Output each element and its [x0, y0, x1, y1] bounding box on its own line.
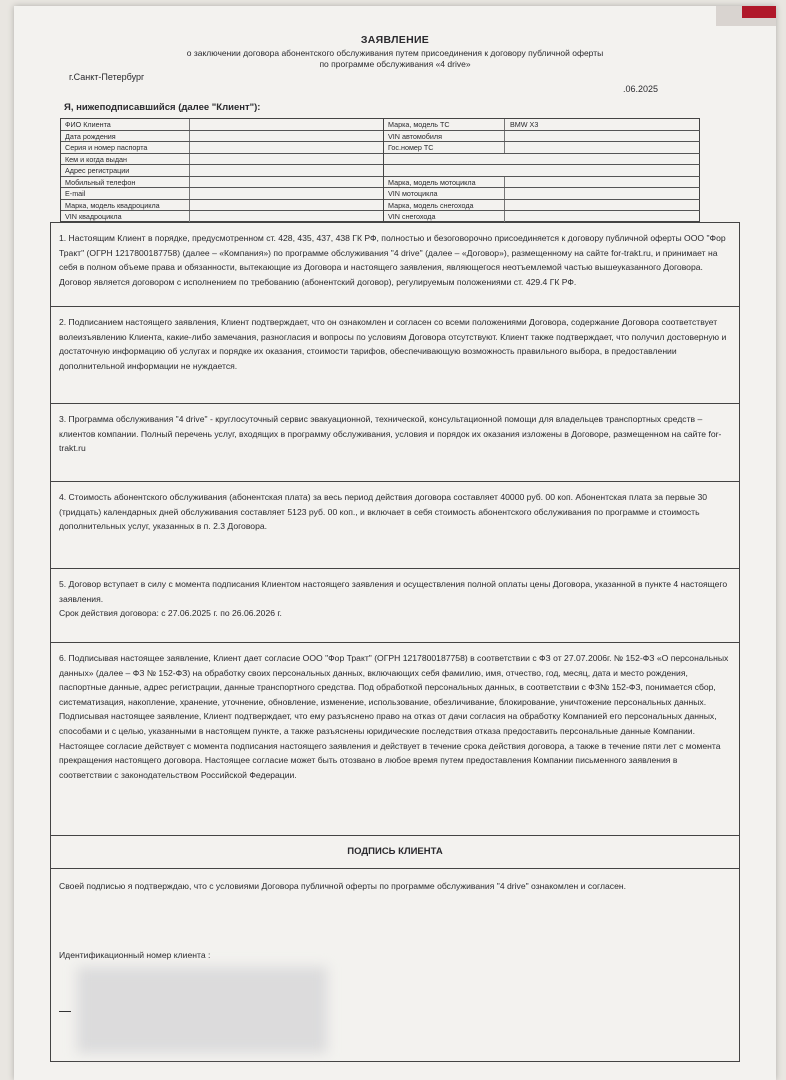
- field-blank-1: [384, 154, 700, 166]
- field-vehicle-vin: VIN автомобиля: [384, 131, 700, 143]
- document-city: г.Санкт-Петербург: [69, 72, 145, 82]
- field-moto-model: Марка, модель мотоцикла: [384, 177, 700, 189]
- vehicle-model-value: BMW X3: [510, 120, 539, 129]
- field-email: E-mail: [61, 188, 383, 200]
- signature-dash: [59, 1011, 71, 1012]
- clause-5: 5. Договор вступает в силу с момента подписания Клиентом настоящего заявления и осуществления полной оплаты цены Договора, указанной в пункте 4 настоящего заявления. Срок действия договора: с 27.06.2025 г. по 26.06.2026 г.: [51, 569, 739, 643]
- field-birth-date: Дата рождения: [61, 131, 383, 143]
- signature-statement: Своей подписью я подтверждаю, что с условиями Договора публичной оферты по программе обслуживания "4 drive" ознакомлен и согласен.: [59, 881, 626, 891]
- field-passport: Серия и номер паспорта: [61, 142, 383, 154]
- field-snowmobile-model: Марка, модель снегохода: [384, 200, 700, 212]
- clause-3: 3. Программа обслуживания "4 drive" - круглосуточный сервис эвакуационной, технической, консультационной помощи для владельцев транспортных средств – клиентов компании. Полный перечень услуг, входящих в программу обслуживания, условия и порядок их оказания изложены в Договоре, размещенном на сайте for-trakt.ru: [51, 404, 739, 482]
- client-info-table: [60, 118, 700, 222]
- document-date: .06.2025: [622, 84, 658, 94]
- field-moto-vin: VIN мотоцикла: [384, 188, 700, 200]
- clause-4: 4. Стоимость абонентского обслуживания (абонентская плата) за весь период действия договора составляет 40000 руб. 00 коп. Абонентская плата за первые 30 (тридцать) календарных дней обслуживания составляет 5123 руб. 00 коп., и включает в себя стоимость абонентского обслуживания по программе и стоимость дополнительных услуг, указанных в п. 2.3 Договора.: [51, 482, 739, 569]
- field-full-name: ФИО Клиента: [61, 119, 383, 131]
- signature-heading: ПОДПИСЬ КЛИЕНТА: [51, 836, 739, 869]
- client-id-label: Идентификационный номер клиента :: [59, 950, 211, 960]
- document-page: [14, 6, 776, 1080]
- document-subtitle: о заключении договора абонентского обслуживания путем присоединения к договору публичной оферты по программе обслуживания «4 drive»: [186, 48, 604, 69]
- clauses-table: [50, 222, 740, 1062]
- field-vehicle-plate: Гос.номер ТС: [384, 142, 700, 154]
- field-mobile-phone: Мобильный телефон: [61, 177, 383, 189]
- field-issued-by: Кем и когда выдан: [61, 154, 383, 166]
- clause-6: 6. Подписывая настоящее заявление, Клиент дает согласие ООО "Фор Тракт" (ОГРН 1217800187758) в соответствии с ФЗ от 27.07.2006г. № 152-ФЗ «О персональных данных» (далее – ФЗ № 152-ФЗ) на обработку своих персональных данных, включающих себя фамилию, имя, отчество, год, месяц, дата и место рождения, паспортные данные, адрес регистрации, данные транспортного средства. Под обработкой персональных данных, в соответствии с ФЗ№ 152-ФЗ, понимается сбор, систематизация, накопление, хранение, уточнение, обновление, изменение, использование, обезличивание, блокирование, уничтожение персональных данных. Подписывая настоящее заявление, Клиент подтверждает, что ему разъяснено право на отказ от дачи согласия на обработку Компанией его персональных данных, способами и с целью, указанными в настоящем пункте, а также разъяснены юридические последствия отказа предоставить персональные данные Компании. Настоящее согласие действует с момента подписания настоящего заявления и действует в течение срока действия договора, а также в течение пяти лет с момента прекращения настоящего договора. Настоящее согласие может быть отозвано в любое время путем предоставления Компании письменного заявления в соответствии с законодательством Российской Федерации.: [51, 643, 739, 836]
- field-snowmobile-vin: VIN снегохода: [384, 211, 700, 223]
- field-registration-address: Адрес регистрации: [61, 165, 383, 177]
- clause-1: 1. Настоящим Клиент в порядке, предусмотренном ст. 428, 435, 437, 438 ГК РФ, полностью и безоговорочно присоединяется к договору публичной оферты ООО "Фор Тракт" (ОГРН 1217800187758) (далее – «Компания») по программе обслуживания "4 drive" (далее – «Договор»), размещенному на сайте for-trakt.ru, и принимает на себя в полном объеме права и обязанности, вытекающие из Договора и настоящего заявления, являющегося неотъемлемой частью вышеуказанного Договора. Договор является договором с исполнением по требованию (абонентский договор), регулируемым положениями ст. 429.4 ГК РФ.: [51, 223, 739, 307]
- field-atv-vin: VIN квадроцикла: [61, 211, 383, 223]
- document-title: ЗАЯВЛЕНИЕ: [360, 34, 430, 46]
- client-fields-column: [61, 119, 383, 223]
- page-corner-red: [742, 6, 776, 18]
- client-intro: Я, нижеподписавшийся (далее "Клиент"):: [64, 102, 261, 113]
- field-vehicle-model: Марка, модель ТС BMW X3: [384, 119, 700, 131]
- field-atv-model: Марка, модель квадроцикла: [61, 200, 383, 212]
- field-blank-2: [384, 165, 700, 177]
- vehicle-fields-column: [384, 119, 700, 223]
- redacted-area: [77, 967, 327, 1053]
- clause-2: 2. Подписанием настоящего заявления, Клиент подтверждает, что он ознакомлен и согласен со всеми положениями Договора, содержание Договора соответствует волеизъявлению Клиента, какие-либо замечания, разногласия и вопросы по условиям Договора отсутствуют. Клиент также подтверждает, что получил достоверную и достаточную информацию об услугах и порядке их оказания, стоимости тарифов, обеспечивающую возможность правильного выбора, в предоставлении дополнительной информации не нуждается.: [51, 307, 739, 404]
- contract-term: Срок действия договора: с 27.06.2025 г. по 26.06.2026 г.: [59, 608, 282, 619]
